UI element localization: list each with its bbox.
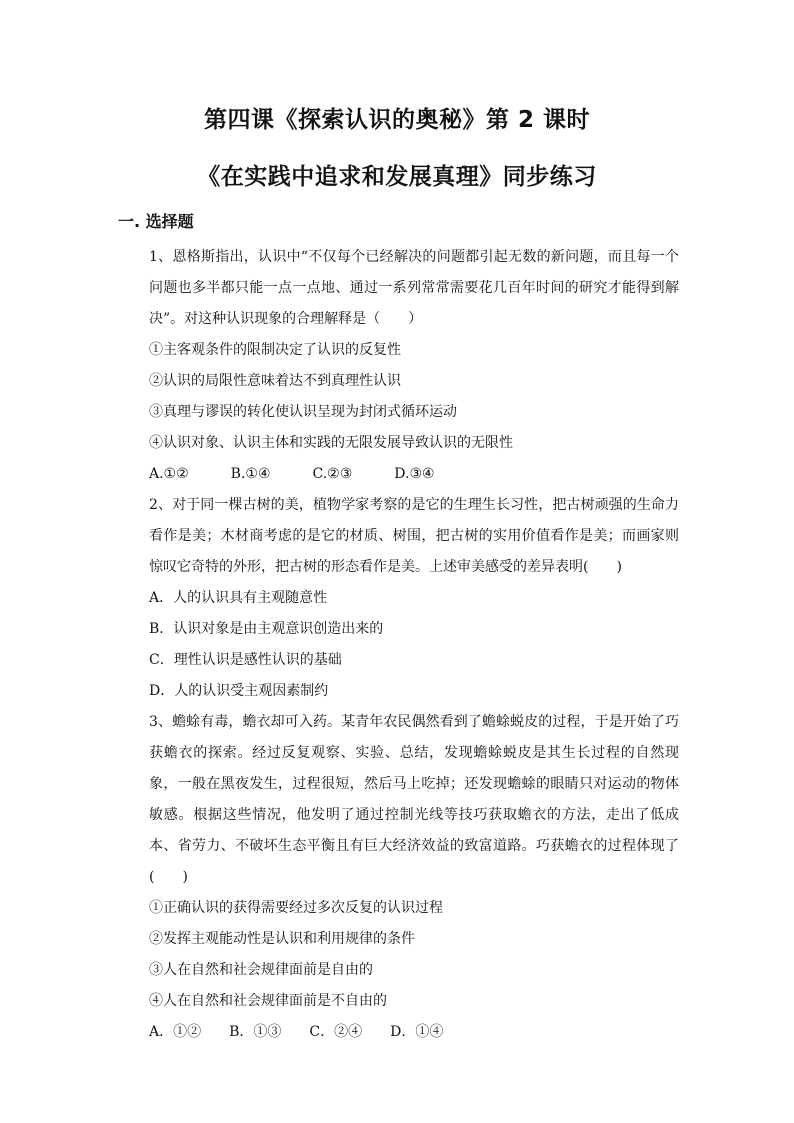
section-heading: 一. 选择题 <box>118 212 194 231</box>
answer-choices: A.①② B.①④ C.②③ D.③④ <box>149 466 435 482</box>
question-2 <box>149 490 679 707</box>
question-option: A．人的认识具有主观随意性 <box>149 590 328 606</box>
question-list <box>149 242 679 1048</box>
question-option: D．人的认识受主观因素制约 <box>149 683 329 699</box>
question-stem: 1、恩格斯指出，认识中“不仅每个已经解决的问题都引起无数的新问题，而且每一个问题也多半都只能一点一点地、通过一系列常常需要花几百年时间的研究才能得到解决”。对这种认识现象的合理解释是（ ） <box>149 249 679 327</box>
question-option: ④人在自然和社会规律面前是不自由的 <box>149 993 387 1009</box>
question-option: ①主客观条件的限制决定了认识的反复性 <box>149 342 401 358</box>
question-option: ④认识对象、认识主体和实践的无限发展导致认识的无限性 <box>149 435 513 451</box>
question-stem: 2、对于同一棵古树的美，植物学家考察的是它的生理生长习性，把古树顽强的生命力看作是美；木材商考虑的是它的材质、树围，把古树的实用价值看作是美；而画家则惊叹它奇特的外形，把古树的形态看作是美。上述审美感受的差异表明( ) <box>149 497 679 575</box>
question-stem: 3、蟾蜍有毒，蟾衣却可入药。某青年农民偶然看到了蟾蜍蜕皮的过程，于是开始了巧获蟾衣的探索。经过反复观察、实验、总结，发现蟾蜍蜕皮是其生长过程的自然现象，一般在黑夜发生，过程很短，然后马上吃掉；还发现蟾蜍的眼睛只对运动的物体敏感。根据这些情况，他发明了通过控制光线等技巧获取蟾衣的方法，走出了低成本、省劳力、不破坏生态平衡且有巨大经济效益的致富道路。巧获蟾衣的过程体现了( ) <box>149 714 679 885</box>
question-option: ③真理与谬误的转化使认识呈现为封闭式循环运动 <box>149 404 457 420</box>
page-title-line1: 第四课《探索认识的奥秘》第 2 课时 <box>203 107 591 133</box>
question-option: ①正确认识的获得需要经过多次反复的认识过程 <box>149 900 443 916</box>
page-title-line2: 《在实践中追求和发展真理》同步练习 <box>197 164 597 190</box>
question-1 <box>149 242 679 490</box>
question-option: C．理性认识是感性认识的基础 <box>149 652 342 668</box>
question-option: ②发挥主观能动性是认识和利用规律的条件 <box>149 931 415 947</box>
question-option: B．认识对象是由主观意识创造出来的 <box>149 621 384 637</box>
question-3 <box>149 707 679 1048</box>
answer-choices: A．①② B．①③ C．②④ D．①④ <box>149 1024 444 1040</box>
question-option: ③人在自然和社会规律面前是自由的 <box>149 962 373 978</box>
question-option: ②认识的局限性意味着达不到真理性认识 <box>149 373 401 389</box>
